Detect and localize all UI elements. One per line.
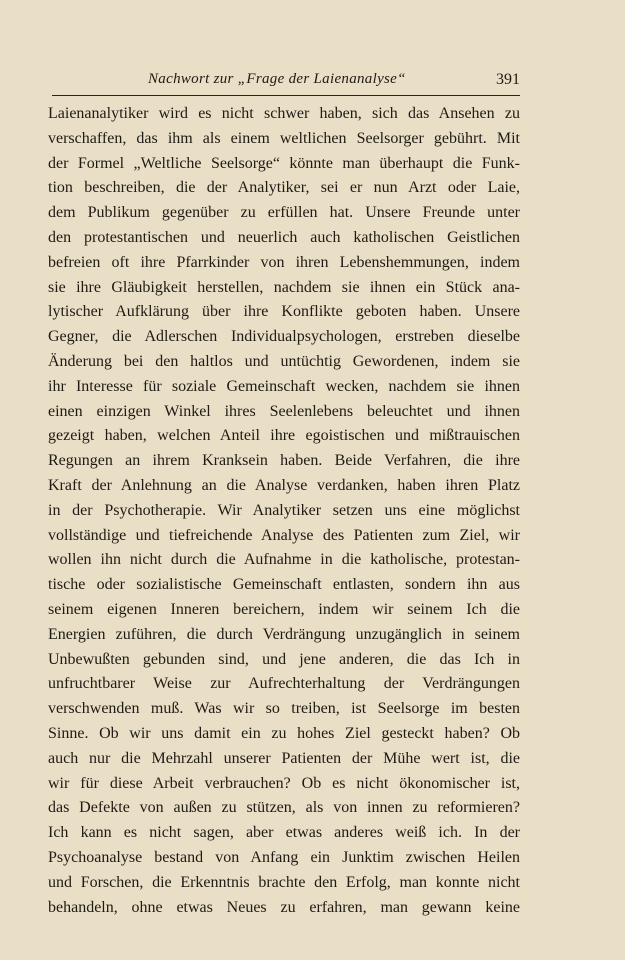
text-line: Laienanalytiker wird es nicht schwer haben, sich das Ansehen zu — [48, 105, 520, 122]
text-line: verschwenden muß. Was wir so treiben, ist Seelsorge im besten — [48, 700, 520, 718]
text-line: verschaffen, das ihm als einem weltlichen Seelsorger gebührt. Mit — [48, 129, 520, 147]
text-line: unfruchtbarer Weise zur Aufrechterhaltung der Verdrängungen — [48, 675, 520, 693]
text-line: lytischer Aufklärung über ihre Konflikte geboten haben. Unsere — [48, 303, 520, 321]
text-line: seinem eigenen Inneren bereichern, indem wir seinem Ich die — [48, 600, 520, 618]
text-line: das Defekte von außen zu stützen, als von innen zu reformieren? — [48, 799, 520, 817]
text-line: Gegner, die Adlerschen Individualpsychologen, erstreben dieselbe — [48, 328, 520, 346]
text-line: einen einzigen Winkel ihres Seelenlebens beleuchtet und ihnen — [48, 402, 520, 420]
running-title: Nachwort zur „Frage der Laienanalyse“ — [148, 71, 406, 87]
text-line: wollen ihn nicht durch die Aufnahme in die katholische, protestan- — [48, 551, 520, 569]
text-line: Regungen an ihrem Kranksein haben. Beide Verfahren, die ihre — [48, 452, 520, 470]
text-line: tion beschreiben, die der Analytiker, sei er nun Arzt oder Laie, — [48, 179, 520, 197]
text-line: Energien zuführen, die durch Verdrängung unzugänglich in seinem — [48, 625, 520, 643]
text-line: Unbewußten gebunden sind, und jene anderen, die das Ich in — [48, 650, 520, 668]
body-text — [48, 102, 520, 920]
text-line: dem Publikum gegenüber zu erfüllen hat. Unsere Freunde unter — [48, 204, 520, 222]
text-line: sie ihre Gläubigkeit herstellen, nachdem sie ihnen ein Stück ana- — [48, 278, 520, 296]
text-line: in der Psychotherapie. Wir Analytiker setzen uns eine möglichst — [48, 501, 520, 519]
header-rule — [52, 95, 520, 96]
page-header — [0, 71, 625, 95]
text-line: tische oder sozialistische Gemeinschaft entlasten, sondern ihn aus — [48, 576, 520, 594]
text-line: der Formel „Weltliche Seelsorge“ könnte man überhaupt die Funk- — [48, 154, 520, 172]
text-line: und Forschen, die Erkenntnis brachte den Erfolg, man konnte nicht — [48, 873, 520, 891]
text-line: gezeigt haben, welchen Anteil ihre egoistischen und mißtrauischen — [48, 427, 520, 445]
text-line: Psychoanalyse bestand von Anfang ein Junktim zwischen Heilen — [48, 848, 520, 866]
text-line: ihr Interesse für soziale Gemeinschaft wecken, nachdem sie ihnen — [48, 377, 520, 395]
page-number: 391 — [496, 71, 520, 88]
text-line: den protestantischen und neuerlich auch katholischen Geistlichen — [48, 228, 520, 246]
text-line: Sinne. Ob wir uns damit ein zu hohes Ziel gesteckt haben? Ob — [48, 724, 520, 742]
text-line: auch nur die Mehrzahl unserer Patienten der Mühe wert ist, die — [48, 749, 520, 767]
text-line: befreien oft ihre Pfarrkinder von ihren Lebenshemmungen, indem — [48, 253, 520, 271]
text-line: vollständige und tiefreichende Analyse des Patienten zum Ziel, wir — [48, 526, 520, 544]
text-line: Kraft der Anlehnung an die Analyse verdanken, haben ihren Platz — [48, 476, 520, 494]
text-line: behandeln, ohne etwas Neues zu erfahren, man gewann keine — [48, 898, 520, 916]
text-line: wir für diese Arbeit verbrauchen? Ob es nicht ökonomischer ist, — [48, 774, 520, 792]
text-line: Änderung bei den haltlos und untüchtig Gewordenen, indem sie — [48, 352, 520, 370]
text-line: Ich kann es nicht sagen, aber etwas anderes weiß ich. In der — [48, 824, 520, 842]
